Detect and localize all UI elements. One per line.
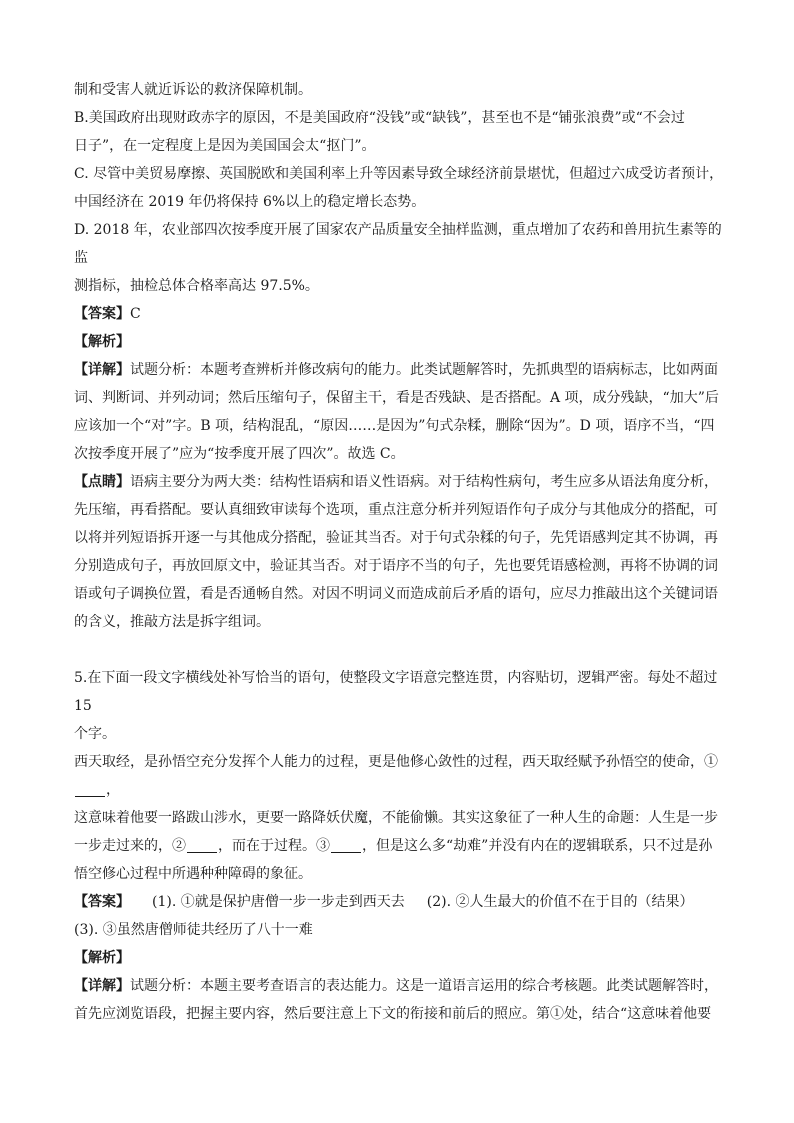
- tip-line: 语或句子调换位置，看是否通畅自然。对因不明词义而造成前后矛盾的语句，应尽力推敲出这个关键词语: [74, 586, 718, 602]
- detail-tag: 【详解】: [74, 362, 130, 378]
- answer-item: (2). ②人生最大的价值不在于目的（结果）: [426, 894, 694, 910]
- tip-line: 先压缩，再看搭配。要认真细致审读每个选项，重点注意分析并列短语作句子成分与其他成分的搭配，可: [74, 502, 718, 518]
- passage-line: [74, 832, 734, 860]
- detail-line: 首先应浏览语段，把握主要内容，然后要注意上下文的衔接和前后的照应。第①处，结合“这意味着他要: [74, 1006, 712, 1022]
- answer-value: C: [130, 306, 141, 322]
- passage-line: 悟空修心过程中所遇种种障碍的象征。: [74, 866, 312, 882]
- answer-line: (3). ③虽然唐僧师徒共经历了八十一难: [74, 922, 313, 938]
- passage-line: 这意味着他要一路跋山涉水，更要一路降妖伏魔，不能偷懒。其实这象征了一种人生的命题：人生是一步: [74, 810, 718, 826]
- blank-marker: ②: [172, 838, 186, 854]
- text-line: 制和受害人就近诉讼的救济保障机制。: [74, 82, 312, 98]
- answer-item: (1). ①就是保护唐僧一步一步走到西天去: [152, 894, 405, 910]
- answer-line: [74, 888, 734, 916]
- blank-line: [75, 780, 105, 797]
- question-stem: 个字。: [74, 726, 116, 742]
- answer-line: [74, 300, 734, 328]
- passage-line: [74, 748, 734, 804]
- detail-line: 次按季度开展了”应为“按季度开展了四次”。故选 C。: [74, 446, 405, 462]
- option-d-line: 测指标，抽检总体合格率高达 97.5%。: [74, 278, 319, 294]
- answer-tag: 【答案】: [74, 306, 130, 322]
- question-stem: 5.在下面一段文字横线处补写恰当的语句，使整段文字语意完整连贯，内容贴切，逻辑严密。每处不超过 15: [74, 670, 718, 714]
- option-b-line: 日子”，在一定程度上是因为美国国会太“抠门”。: [74, 138, 376, 154]
- tip-line: 以将并列短语拆开逐一与其他成分搭配，验证其当否。对于句式杂糅的句子，先凭语感判定其不协调，再: [74, 530, 718, 546]
- option-d-line: D. 2018 年，农业部四次按季度开展了国家农产品质量安全抽样监测，重点增加了农药和兽用抗生素等的监: [74, 222, 722, 266]
- passage-text: 一步走过来的，: [74, 838, 172, 854]
- passage-text: ，: [106, 782, 120, 798]
- section-spacer: [74, 636, 734, 664]
- detail-line: [74, 972, 734, 1000]
- blank-marker: ①: [704, 754, 718, 770]
- analysis-tag: 【解析】: [74, 334, 130, 350]
- tip-text: 语病主要分为两大类：结构性语病和语义性语病。对于结构性病句，考生应多从语法角度分析，: [130, 474, 718, 490]
- detail-text: 试题分析：本题主要考查语言的表达能力。这是一道语言运用的综合考核题。此类试题解答时，: [130, 978, 718, 994]
- blank-line: [331, 836, 361, 853]
- option-c-line: 中国经济在 2019 年仍将保持 6%以上的稳定增长态势。: [74, 194, 426, 210]
- option-b-line: B.美国政府出现财政赤字的原因，不是美国政府“没钱”或“缺钱”，甚至也不是“铺张浪费”或“不会过: [74, 110, 685, 126]
- blank-line: [187, 836, 217, 853]
- detail-tag: 【详解】: [74, 978, 130, 994]
- passage-text: 西天取经，是孙悟空充分发挥个人能力的过程，更是他修心敛性的过程，西天取经赋予孙悟空的使命，: [74, 754, 704, 770]
- passage-text: ，但是这么多“劫难”并没有内在的逻辑联系，只不过是孙: [362, 838, 713, 854]
- answer-tag: 【答案】: [74, 894, 130, 910]
- passage-text: ，而在于过程。: [218, 838, 316, 854]
- tip-line: 的含义，推敲方法是拆字组词。: [74, 614, 270, 630]
- tip-line: 分别造成句子，再放回原文中，验证其当否。对于语序不当的句子，先也要凭语感检测，再将不协调的词: [74, 558, 718, 574]
- blank-marker: ③: [316, 838, 330, 854]
- tip-tag: 【点睛】: [74, 474, 130, 490]
- tip-line: [74, 468, 734, 496]
- document-page: [74, 76, 734, 1028]
- option-c-line: C. 尽管中美贸易摩擦、英国脱欧和美国利率上升等因素导致全球经济前景堪忧，但超过六成受访者预计，: [74, 166, 724, 182]
- detail-line: 词、判断词、并列动词；然后压缩句子，保留主干，看是否残缺、是否搭配。A 项，成分残缺，“加大”后: [74, 390, 719, 406]
- analysis-tag: 【解析】: [74, 950, 130, 966]
- detail-line: 应该加一个“对”字。B 项，结构混乱，“原因……是因为”句式杂糅，删除“因为”。D 项，语序不当，“四: [74, 418, 715, 434]
- detail-text: 试题分析：本题考查辨析并修改病句的能力。此类试题解答时，先抓典型的语病标志，比如两面: [130, 362, 718, 378]
- detail-line: [74, 356, 734, 384]
